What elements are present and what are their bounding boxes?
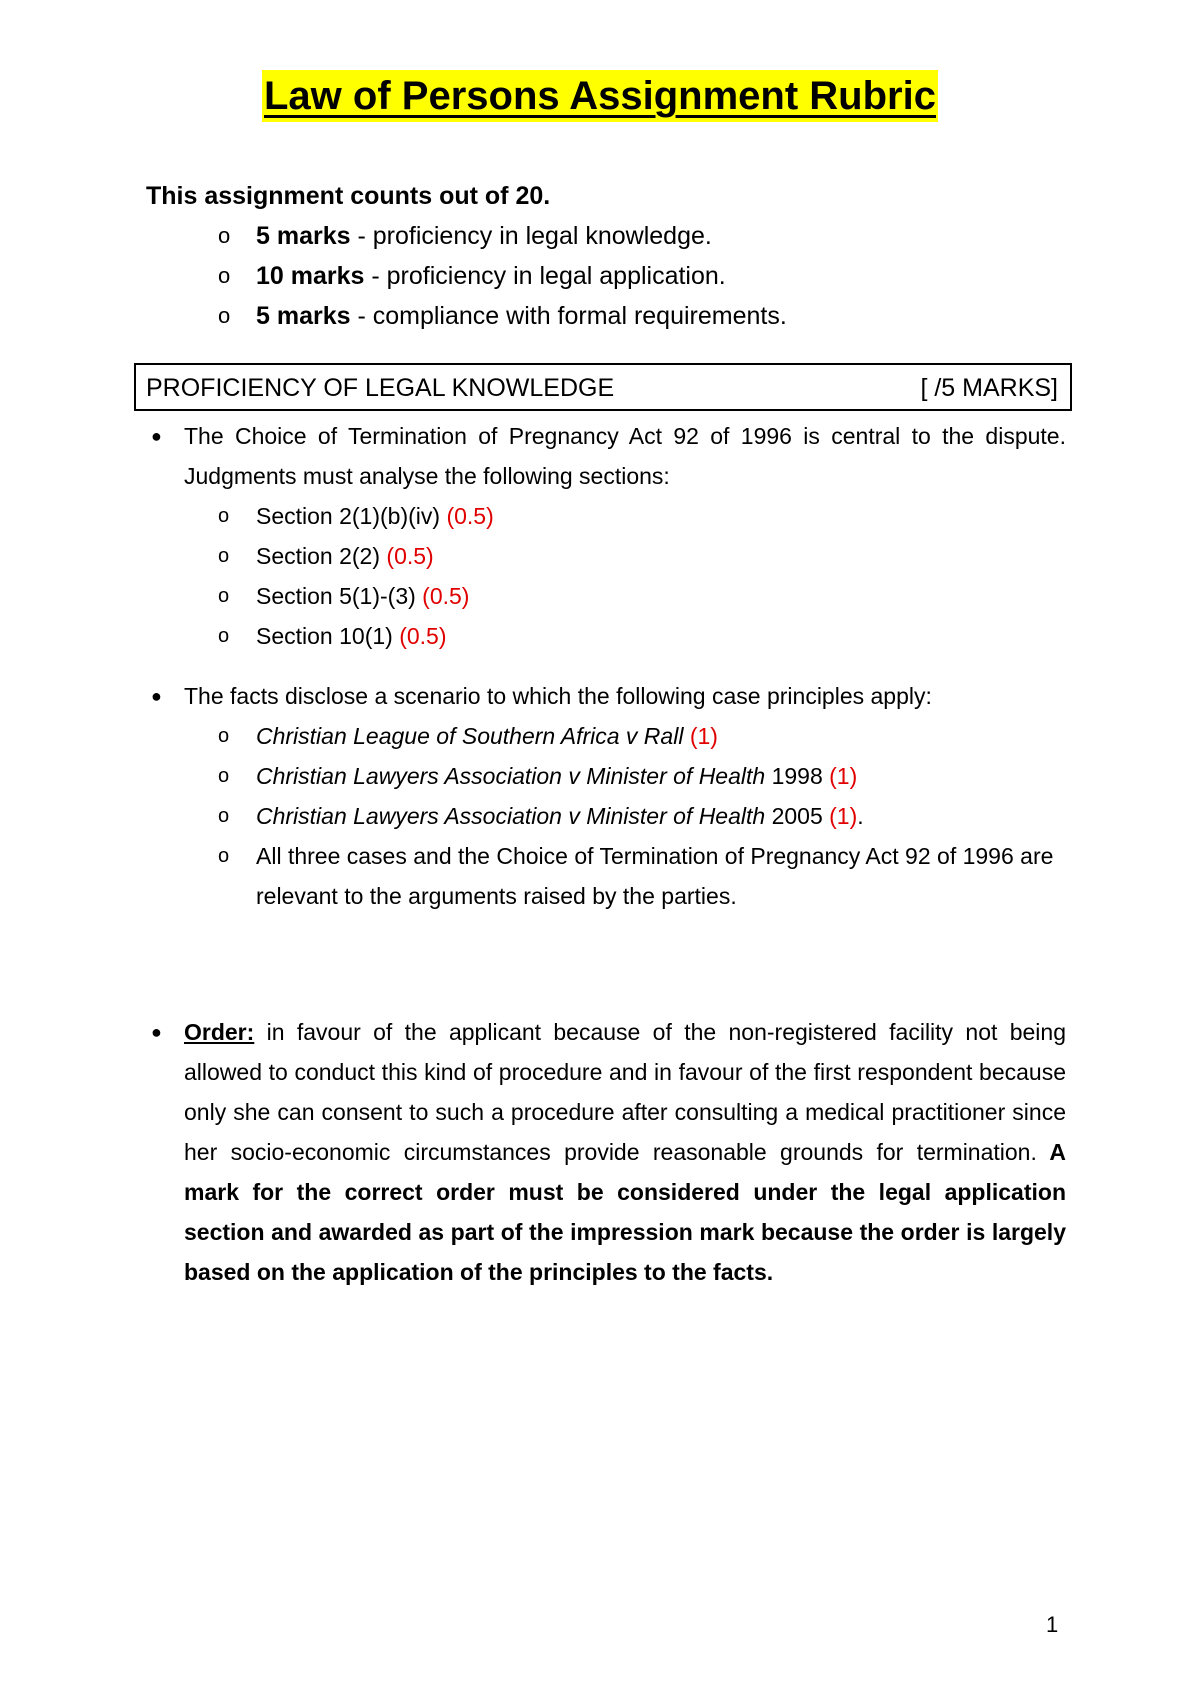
section-header-box	[134, 363, 1072, 411]
bullet-text: The Choice of Termination of Pregnancy Act 92 of 1996 is central to the dispute. Judgments must analyse the following sections:	[184, 423, 1066, 489]
circle-bullet-icon: o	[218, 545, 230, 567]
case-item	[146, 716, 1066, 756]
order-text: in favour of the applicant because of the non-registered facility not being allowed to conduct this kind of procedure and in favour of the first respondent because only she can consent to such a procedure after consulting a medical practitioner since her socio-economic circumstances provide reasonable grounds for termination.	[184, 1019, 1066, 1165]
bullet-dot-icon: ●	[151, 686, 162, 706]
case-item	[146, 796, 1066, 836]
bullet-act	[146, 416, 1066, 496]
section-marks: [ /5 MARKS]	[920, 374, 1058, 402]
circle-bullet-icon: o	[218, 585, 230, 607]
section-label: Section 2(2)	[256, 543, 387, 569]
marks-value: 10 marks	[256, 262, 365, 290]
marks-list-item	[146, 296, 1066, 336]
intro-heading: This assignment counts out of 20.	[146, 182, 551, 210]
marks-description: - compliance with formal requirements.	[350, 302, 787, 330]
title-wrap	[0, 70, 1200, 122]
order-label: Order:	[184, 1019, 255, 1045]
circle-bullet-icon: o	[218, 625, 230, 647]
marks-description: - proficiency in legal application.	[364, 262, 726, 290]
circle-bullet-icon: o	[218, 505, 230, 527]
case-end: .	[857, 803, 864, 829]
section-item	[146, 616, 1066, 656]
marks-value: 5 marks	[256, 222, 351, 250]
circle-bullet-icon: o	[218, 845, 230, 867]
page-number: 1	[1046, 1612, 1059, 1637]
marks-list-item	[146, 256, 1066, 296]
case-name: Christian Lawyers Association v Minister of Health	[256, 803, 766, 829]
intro-block	[146, 176, 1066, 336]
rubric-body	[146, 416, 1066, 1292]
marks-description: - proficiency in legal knowledge.	[350, 222, 712, 250]
marks-value: 5 marks	[256, 302, 351, 330]
section-mark: (0.5)	[399, 623, 447, 649]
bullet-text: The facts disclose a scenario to which the following case principles apply:	[184, 683, 932, 709]
document-title: Law of Persons Assignment Rubric	[262, 70, 938, 122]
bullet-dot-icon: ●	[151, 1022, 162, 1042]
marks-list	[146, 216, 1066, 336]
circle-bullet-icon: o	[218, 805, 230, 827]
order-bold-text: A mark for the correct order must be considered under the legal application section and awarded as part of the impression mark because the order is largely based on the application of the principles to the facts.	[184, 1139, 1066, 1285]
case-note-text: All three cases and the Choice of Termination of Pregnancy Act 92 of 1996 are relevant to the arguments raised by the parties.	[256, 843, 1054, 909]
section-mark: (0.5)	[446, 503, 494, 529]
case-name: Christian League of Southern Africa v Rall	[256, 723, 684, 749]
circle-bullet-icon: o	[218, 303, 231, 328]
section-item	[146, 576, 1066, 616]
case-mark: (1)	[829, 803, 858, 829]
case-year: 2005	[765, 803, 830, 829]
case-item	[146, 756, 1066, 796]
marks-list-item	[146, 216, 1066, 256]
case-name: Christian Lawyers Association v Minister of Health	[256, 763, 766, 789]
spacer	[146, 656, 1066, 676]
section-title: PROFICIENCY OF LEGAL KNOWLEDGE	[146, 374, 615, 402]
case-mark: (1)	[829, 763, 858, 789]
bullet-dot-icon: ●	[151, 426, 162, 446]
circle-bullet-icon: o	[218, 725, 230, 747]
section-label: Section 10(1)	[256, 623, 400, 649]
circle-bullet-icon: o	[218, 765, 230, 787]
bullet-cases	[146, 676, 1066, 716]
section-item	[146, 536, 1066, 576]
case-year: 1998	[765, 763, 830, 789]
circle-bullet-icon: o	[218, 263, 231, 288]
section-mark: (0.5)	[386, 543, 434, 569]
section-mark: (0.5)	[422, 583, 470, 609]
section-label: Section 2(1)(b)(iv)	[256, 503, 447, 529]
section-label: Section 5(1)-(3)	[256, 583, 423, 609]
case-note	[146, 836, 1066, 916]
bullet-order	[146, 1012, 1066, 1292]
case-mark: (1)	[689, 723, 718, 749]
section-item	[146, 496, 1066, 536]
spacer	[146, 916, 1066, 1012]
circle-bullet-icon: o	[218, 223, 231, 248]
